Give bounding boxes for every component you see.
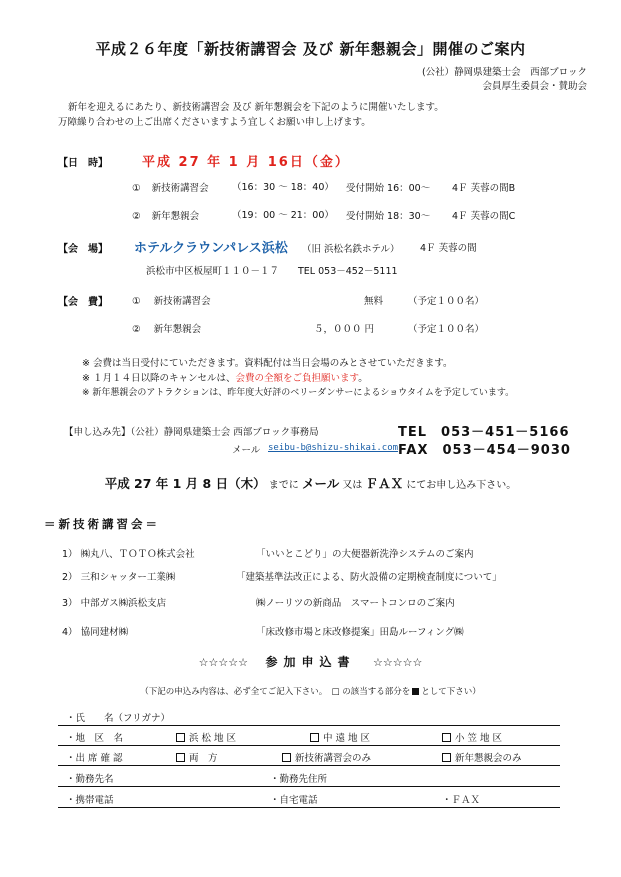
checkbox-icon bbox=[310, 733, 319, 742]
venue-address: 浜松市中区板屋町１１０－１７ TEL 053－452－5111 bbox=[146, 266, 398, 277]
deadline-date: 平成 27 年 1 月 8 日（木） bbox=[104, 476, 266, 491]
venue-label: 【会 場】 bbox=[58, 244, 108, 255]
deadline-fax: ＦＡＸ bbox=[365, 476, 404, 491]
talk-topic-4: 「床改修市場と床改修提案」田島ルーフィング㈱ bbox=[256, 627, 464, 638]
fee-num: ② bbox=[132, 324, 141, 335]
talk-topic-2: 「建築基準法改正による、防火設備の定期検査制度について」 bbox=[236, 572, 502, 583]
fee-num: ① bbox=[132, 296, 141, 307]
checkbox-attend-seminar[interactable]: 新技術講習会のみ bbox=[282, 750, 371, 764]
field-home-label: ・自宅電話 bbox=[270, 795, 318, 806]
checkbox-area-chuen[interactable]: 中 遠 地 区 bbox=[310, 730, 370, 744]
field-name-label: ・氏 名（フリガナ） bbox=[66, 713, 171, 724]
event-name: 新年懇親会 bbox=[151, 211, 200, 222]
event-row-1 bbox=[132, 180, 209, 194]
checkbox-icon bbox=[282, 753, 291, 762]
fee-label: 【会 費】 bbox=[58, 297, 108, 308]
field-fax-label: ・ＦＡＸ bbox=[442, 795, 481, 806]
field-attend-label: ・出 席 確 認 bbox=[66, 753, 123, 764]
field-mobile-label: ・携帯電話 bbox=[66, 795, 114, 806]
application-note: （下記の申込み内容は、必ず全てご記入下さい。 □ の該当する部分を として下さい） bbox=[140, 687, 481, 697]
fee-name: 新技術講習会 bbox=[153, 296, 211, 307]
checkbox-icon bbox=[176, 753, 185, 762]
field-workplace-label: ・勤務先名 bbox=[66, 774, 114, 785]
talk-item-4: 4） 協同建材㈱ bbox=[62, 627, 129, 638]
filled-box-icon bbox=[412, 688, 419, 695]
event-reception-1: 受付開始 16：00～ bbox=[346, 183, 431, 194]
organizer-line2: 会員厚生委員会・賛助会 bbox=[482, 81, 587, 92]
event-date: 平成 27 年 1 月 16日（金） bbox=[142, 155, 350, 170]
deadline-mail: メール bbox=[301, 476, 340, 491]
event-reception-2: 受付開始 18：30～ bbox=[346, 211, 431, 222]
stars-right: ☆☆☆☆☆ bbox=[373, 656, 423, 669]
application-title bbox=[0, 653, 621, 670]
checkbox-area-hamamatsu[interactable]: 浜 松 地 区 bbox=[176, 730, 236, 744]
deadline: 平成 27 年 1 月 8 日（木） までに メール 又は ＦＡＸ にてお申し込み下さい。 bbox=[104, 476, 517, 491]
checkbox-icon bbox=[442, 733, 451, 742]
event-num: ① bbox=[132, 183, 141, 194]
page-title: 平成２６年度「新技術講習会 及び 新年懇親会」開催のご案内 bbox=[95, 40, 526, 58]
talk-company: 三和シャッター工業㈱ bbox=[80, 572, 176, 583]
fee-price-2: ５，０００ 円 bbox=[314, 324, 375, 335]
section-title: ＝新技術講習会＝ bbox=[44, 517, 160, 531]
intro-line2: 万障繰り合わせの上ご出席くださいますよう宜しくお願い申し上げます。 bbox=[58, 117, 371, 128]
field-attend-line bbox=[58, 765, 560, 766]
talk-company: 協同建材㈱ bbox=[80, 627, 129, 638]
field-area-label: ・地 区 名 bbox=[66, 733, 124, 744]
contact-mail-label: メール bbox=[232, 445, 261, 456]
venue-floor: 4Ｆ 芙蓉の間 bbox=[420, 243, 477, 254]
note-2: ※ １月１４日以降のキャンセルは、会費の全額をご負担願います。 bbox=[82, 373, 368, 384]
event-time-2: （19：00 ～ 21：00） bbox=[232, 210, 334, 221]
talk-topic-1: 「いいとこどり」の大便器新洗浄システムのご案内 bbox=[256, 549, 474, 560]
field-name-line[interactable] bbox=[58, 725, 560, 726]
note-1: ※ 会費は当日受付にていただきます。資料配付は当日会場のみとさせていただきます。 bbox=[82, 358, 453, 369]
event-row-2 bbox=[132, 208, 199, 222]
checkbox-area-ogasa[interactable]: 小 笠 地 区 bbox=[442, 730, 502, 744]
contact-email-link[interactable]: seibu-b@shizu-shikai.com bbox=[268, 443, 399, 453]
fee-name: 新年懇親会 bbox=[153, 324, 202, 335]
checkbox-attend-both[interactable]: 両 方 bbox=[176, 750, 218, 764]
schedule-label: 【日 時】 bbox=[58, 158, 108, 169]
fee-capacity-2: （予定１００名） bbox=[408, 324, 485, 335]
talk-company: 中部ガス㈱浜松支店 bbox=[80, 598, 167, 609]
event-room-2: 4Ｆ 芙蓉の間C bbox=[452, 211, 516, 222]
event-name: 新技術講習会 bbox=[151, 183, 209, 194]
talk-item-1: 1） ㈱丸八、ＴＯＴＯ株式会社 bbox=[62, 549, 195, 560]
event-num: ② bbox=[132, 211, 141, 222]
fee-price-1: 無料 bbox=[364, 296, 384, 307]
fee-capacity-1: （予定１００名） bbox=[408, 296, 485, 307]
organizer-line1: (公社）静岡県建築士会 西部ブロック bbox=[421, 67, 587, 78]
intro-line1: 新年を迎えるにあたり、新技術講習会 及び 新年懇親会を下記のように開催いたします。 bbox=[68, 102, 444, 113]
event-time-1: （16：30 ～ 18：40） bbox=[232, 182, 334, 193]
field-workplace-line[interactable] bbox=[58, 786, 560, 787]
venue-name: ホテルクラウンパレス浜松 bbox=[134, 241, 288, 256]
fee-row-1 bbox=[132, 293, 211, 307]
checkbox-attend-party[interactable]: 新年懇親会のみ bbox=[442, 750, 522, 764]
field-area-line bbox=[58, 745, 560, 746]
organizer bbox=[422, 66, 587, 94]
checkbox-icon bbox=[442, 753, 451, 762]
fee-row-2 bbox=[132, 321, 201, 335]
talk-topic-3: ㈱ノーリツの新商品 スマートコンロのご案内 bbox=[256, 598, 455, 609]
notes bbox=[82, 356, 514, 401]
contact-fax: FAX 053－454－9030 bbox=[398, 443, 571, 458]
contact-label: 【申し込み先】（公社）静岡県建築士会 西部ブロック事務局 bbox=[64, 427, 319, 438]
talk-item-3: 3） 中部ガス㈱浜松支店 bbox=[62, 598, 167, 609]
talk-item-2: 2） 三和シャッター工業㈱ bbox=[62, 572, 176, 583]
note-highlight: 会費の全額をご負担願います bbox=[235, 373, 359, 384]
stars-left: ☆☆☆☆☆ bbox=[198, 656, 248, 669]
intro-text bbox=[58, 100, 444, 130]
field-workplace-addr-label: ・勤務先住所 bbox=[270, 774, 328, 785]
venue-former-name: （旧 浜松名鉄ホテル） bbox=[302, 244, 400, 255]
checkbox-icon bbox=[176, 733, 185, 742]
application-heading: 参加申込書 bbox=[265, 655, 356, 669]
contact-tel: TEL 053－451－5166 bbox=[398, 425, 570, 440]
note-3: ※ 新年懇親会のアトラクションは、昨年度大好評のベリーダンサーによるショウタイムを予定しています。 bbox=[82, 388, 515, 398]
talk-company: ㈱丸八、ＴＯＴＯ株式会社 bbox=[80, 549, 195, 560]
event-room-1: 4Ｆ 芙蓉の間B bbox=[452, 183, 516, 194]
field-phone-line[interactable] bbox=[58, 807, 560, 808]
